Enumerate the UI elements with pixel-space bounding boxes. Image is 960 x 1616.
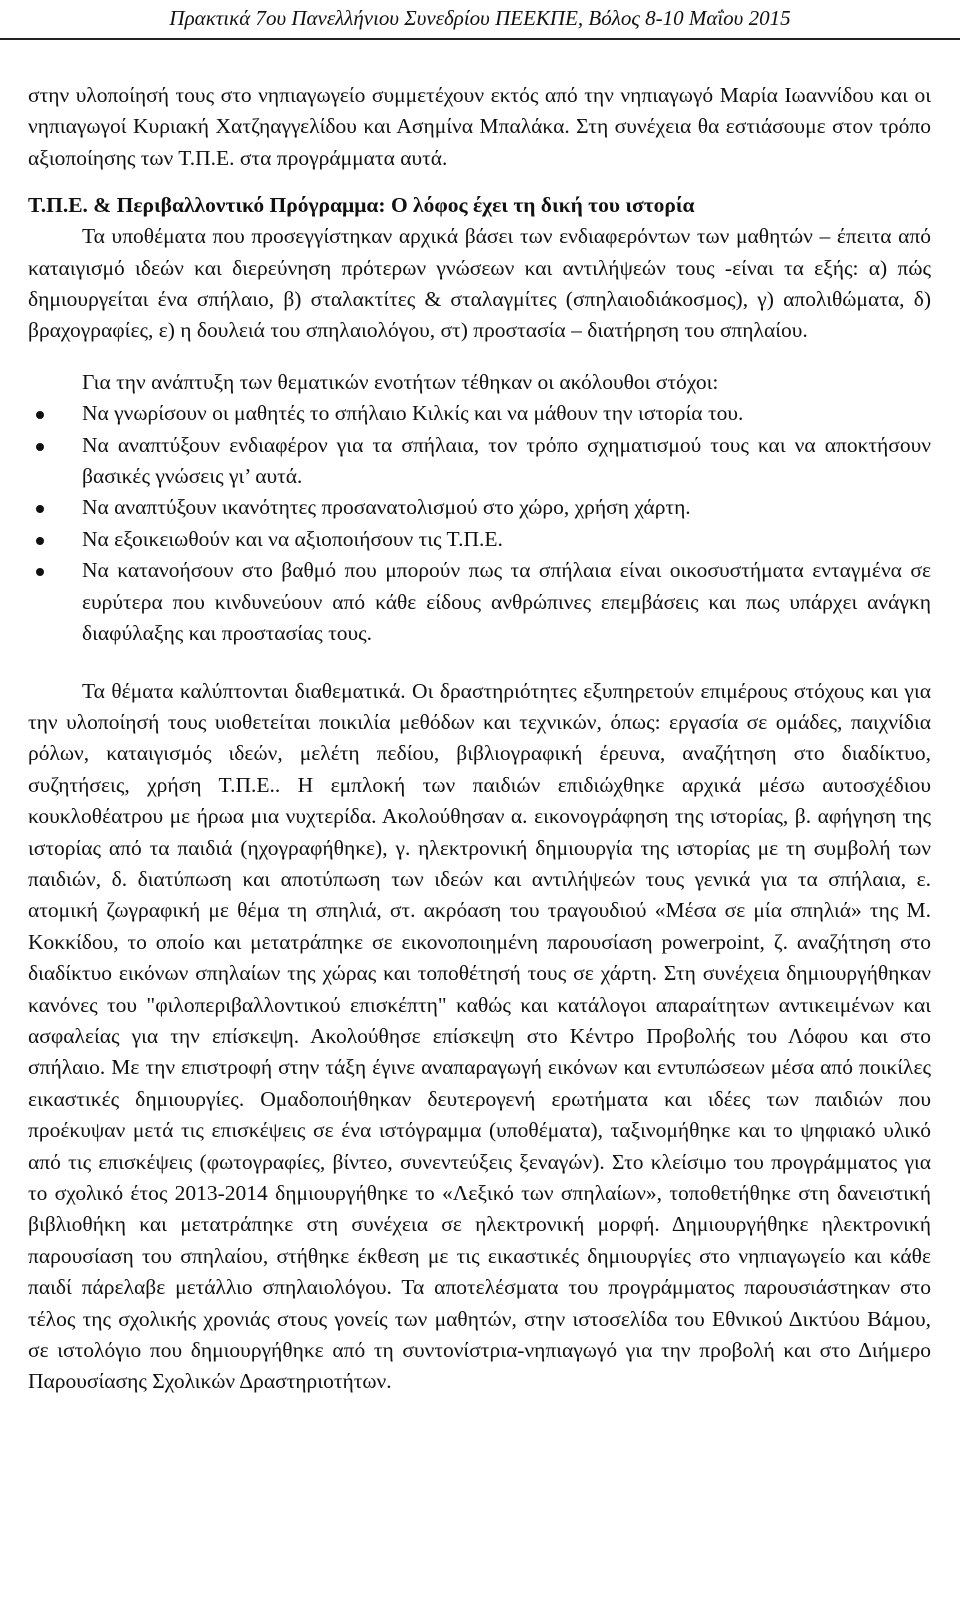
intro-paragraph: στην υλοποίησή τους στο νηπιαγωγείο συμμετέχουν εκτός από την νηπιαγωγό Μαρία Ιωαννίδου και οι νηπιαγωγοί Κυριακή Χατζηαγγελίδου και Ασημίνα Μπαλάκα. Στη συνέχεια θα εστιάσουμε στον τρόπο αξιοποίησης των Τ.Π.Ε. στα προγράμματα αυτά.	[28, 83, 931, 170]
goal-item	[28, 430, 931, 493]
bullet-icon	[36, 505, 44, 513]
document-body	[28, 80, 931, 1398]
running-header: Πρακτικά 7ου Πανελλήνιου Συνεδρίου ΠΕΕΚΠΕ, Βόλος 8-10 Μαΐου 2015	[169, 6, 791, 30]
topics-paragraph: Τα υποθέματα που προσεγγίστηκαν αρχικά βάσει των ενδιαφερόντων των μαθητών – έπειτα από καταιγισμό ιδεών και διερεύνηση πρότερων γνώσεων και αντιλήψεών τους -είναι τα εξής: α) πώς δημιουργείται ένα σπήλαιο, β) σταλακτίτες & σταλαγμίτες (σπηλαιοδιάκοσμος), γ) απολιθώματα, δ) βραχογραφίες, ε) η δουλειά του σπηλαιολόγου, στ) προστασία – διατήρηση του σπηλαίου.	[28, 224, 931, 343]
section-heading: Τ.Π.Ε. & Περιβαλλοντικό Πρόγραμμα: Ο λόφος έχει τη δική του ιστορία	[28, 193, 695, 218]
goal-text: Να αναπτύξουν ικανότητες προσανατολισμού στο χώρο, χρήση χάρτη.	[82, 495, 691, 520]
goals-intro: Για την ανάπτυξη των θεματικών ενοτήτων τέθηκαν οι ακόλουθοι στόχοι:	[82, 369, 719, 394]
bullet-icon	[36, 411, 44, 419]
bullet-icon	[36, 568, 44, 576]
header-divider	[0, 38, 960, 40]
goals-list	[28, 398, 931, 649]
goal-text: Να εξοικειωθούν και να αξιοποιήσουν τις Τ.Π.Ε.	[82, 526, 503, 551]
goal-item	[28, 492, 931, 523]
goal-item	[28, 555, 931, 649]
bullet-icon	[36, 537, 44, 545]
goal-item	[28, 524, 931, 555]
goal-text: Να κατανοήσουν στο βαθμό που μπορούν πως τα σπήλαια είναι οικοσυστήματα ενταγμένα σε ευρύτερα που κινδυνεύουν από κάθε είδους ανθρώπινες επεμβάσεις και πως υπάρχει ανάγκη διαφύλαξης και προστασίας τους.	[82, 558, 931, 646]
methods-paragraph: Τα θέματα καλύπτονται διαθεματικά. Οι δραστηριότητες εξυπηρετούν επιμέρους στόχους και για την υλοποίησή τους υιοθετείται ποικιλία μεθόδων και τεχνικών, όπως: εργασία σε ομάδες, παιχνίδια ρόλων, καταιγισμός ιδεών, μελέτη πεδίου, βιβλιογραφική έρευνα, αναζήτηση στο διαδίκτυο, συζητήσεις, χρήση Τ.Π.Ε.. Η εμπλοκή των παιδιών επιδιώχθηκε αρχικά μέσω αυτοσχέδιου κουκλοθέατρου με ήρωα μια νυχτερίδα. Ακολούθησαν α. εικονογράφηση της ιστορίας, β. αφήγηση της ιστορίας από τα παιδιά (ηχογραφήθηκε), γ. ηλεκτρονική δημιουργία της ιστορίας με τη συμβολή των παιδιών, δ. διατύπωση και αποτύπωση των ιδεών και αντιλήψεών τους γενικά για τα σπήλαια, ε. ατομική ζωγραφική με θέμα τη σπηλιά, στ. ακρόαση του τραγουδιού «Μέσα σε μία σπηλιά» της Μ. Κοκκίδου, το οποίο και μετατράπηκε σε εικονοποιημένη παρουσίαση powerpoint, ζ. αναζήτηση στο διαδίκτυο εικόνων σπηλαίων της χώρας και τοποθέτησή τους σε χάρτη. Στη συνέχεια δημιουργήθηκαν κανόνες του "φιλοπεριβαλλοντικού επισκέπτη" καθώς και κατάλογοι απαραίτητων αντικειμένων και ασφαλείας για την επίσκεψη. Ακολούθησε επίσκεψη στο Κέντρο Προβολής του Λόφου και στο σπήλαιο. Με την επιστροφή στην τάξη έγινε αναπαραγωγή εικόνων και εντυπώσεων μέσα από ποικίλες εικαστικές δημιουργίες. Ομαδοποιήθηκαν δευτερογενή ερωτήματα και ιδέες των παιδιών που προέκυψαν μετά τις επισκέψεις σε ένα ιστόγραμμα (υποθέματα), ταξινομήθηκε και το ψηφιακό υλικό από τις επισκέψεις (φωτογραφίες, βίντεο, συνεντεύξεις ξεναγών). Στο κλείσιμο του προγράμματος για το σχολικό έτος 2013-2014 δημιουργήθηκε το «Λεξικό των σπηλαίων», τοποθετήθηκε στη δανειστική βιβλιοθήκη και μετατράπηκε στη συνέχεια σε ηλεκτρονική μορφή. Δημιουργήθηκε ηλεκτρονική παρουσίαση του σπηλαίου, στήθηκε έκθεση με τις εικαστικές δημιουργίες στο νηπιαγωγείο και κάθε παιδί πάρελαβε μετάλλιο σπηλαιολόγου. Τα αποτελέσματα του προγράμματος παρουσιάστηκαν στο τέλος της σχολικής χρονιάς στους γονείς των μαθητών, στην ιστοσελίδα του Εθνικού Δικτύου Βάμου, σε ιστολόγιο που δημιουργήθηκε από τη συντονίστρια-νηπιαγωγό για την προβολή και στο Διήμερο Παρουσίασης Σχολικών Δραστηριοτήτων.	[28, 678, 931, 1394]
goal-text: Να γνωρίσουν οι μαθητές το σπήλαιο Κιλκίς και να μάθουν την ιστορία του.	[82, 401, 744, 426]
bullet-icon	[36, 443, 44, 451]
goal-text: Να αναπτύξουν ενδιαφέρον για τα σπήλαια, τον τρόπο σχηματισμού τους και να αποκτήσουν βασικές γνώσεις γι’ αυτά.	[82, 432, 931, 489]
goal-item	[28, 398, 931, 429]
